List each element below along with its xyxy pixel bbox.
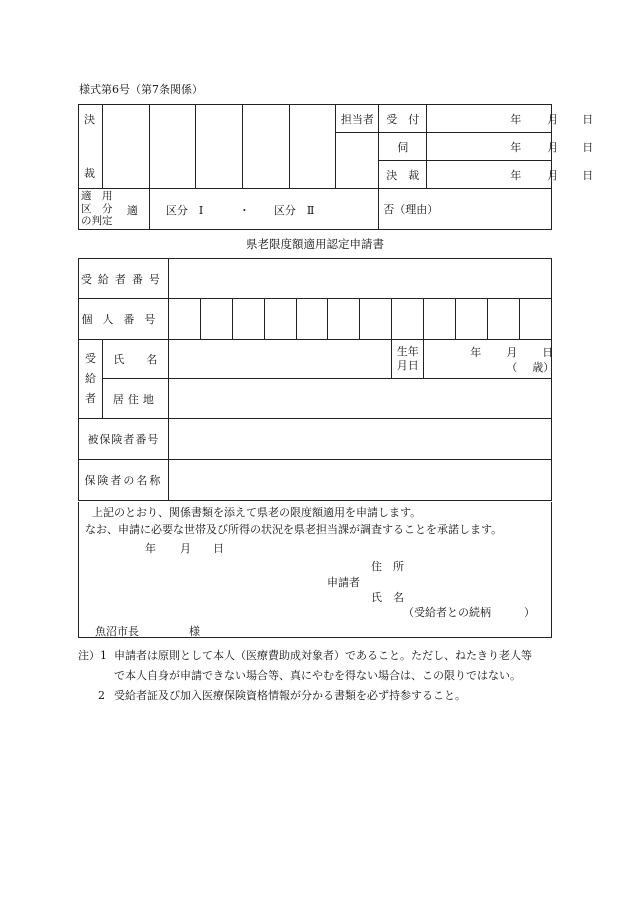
addressee-honorific: 様 [189, 625, 200, 638]
note-item-2 [78, 686, 558, 706]
judgement-label-line: の判定 [81, 215, 113, 228]
digit-box[interactable] [168, 299, 200, 340]
name-label: 氏 名 [102, 340, 168, 379]
stamp-cell-2[interactable] [149, 105, 195, 189]
stamp-cell-5[interactable] [289, 105, 336, 189]
address-label: 居住地 [102, 379, 168, 419]
birth-label-line: 生年 [396, 345, 419, 358]
birth-label-line: 月日 [396, 359, 419, 372]
insured-number-label: 被保険者番号 [79, 419, 169, 460]
year-label: 年 [510, 140, 522, 154]
kessai-bottom: 裁 [84, 167, 95, 180]
individual-number-label: 個人番号 [79, 299, 169, 340]
birth-label [392, 340, 424, 379]
recipient-char: 給 [84, 372, 96, 385]
option-separator: ・ [238, 204, 250, 217]
kessai-date[interactable] [427, 161, 594, 189]
page-title: 県老限度額適用認定申請書 [246, 237, 384, 251]
rejection-option[interactable] [379, 189, 552, 230]
form-number: 様式第6号（第7条関係） [79, 83, 203, 96]
month-label: 月 [547, 112, 559, 126]
name-field-label: 氏 名 [371, 591, 404, 604]
birth-day-label: 日 [542, 346, 554, 359]
note-text-line: 受給者証及び加入医療保険資格情報が分かる書類を必ず持参すること。 [114, 689, 466, 702]
year-label: 年 [510, 168, 522, 182]
declaration-box [78, 502, 552, 638]
hi-label: 否（理由） [383, 203, 439, 216]
judgement-label-line: 適 用 [81, 190, 113, 203]
name-input[interactable] [168, 340, 391, 379]
uketsuke-date[interactable] [427, 105, 594, 133]
insurer-name-label: 保険者の名称 [79, 460, 169, 501]
relationship-label: （受給者との続柄 ） [403, 606, 535, 619]
birth-month-label: 月 [506, 346, 518, 359]
day-label: 日 [582, 140, 594, 154]
day-label: 日 [582, 112, 594, 126]
age-label: 歳） [532, 361, 555, 374]
note-number: 注）1 [78, 649, 107, 662]
kubun-2-option[interactable]: 区分 Ⅱ [273, 204, 315, 217]
digit-box[interactable] [424, 299, 456, 340]
notes [78, 646, 558, 706]
insured-number-input[interactable] [168, 419, 551, 460]
ukagai-date[interactable] [427, 133, 594, 161]
address-input[interactable] [168, 379, 551, 419]
tantousha-label: 担当者 [336, 105, 379, 133]
month-label: 月 [547, 140, 559, 154]
tantousha-stamp[interactable] [336, 133, 379, 189]
digit-box[interactable] [456, 299, 488, 340]
date-year-label: 年 [145, 542, 156, 555]
recipient-char: 受 [84, 352, 96, 365]
month-label: 月 [547, 168, 559, 182]
recipient-number-label: 受給者番号 [79, 259, 169, 299]
year-label: 年 [510, 112, 522, 126]
date-month-label: 月 [180, 542, 191, 555]
approval-table [78, 104, 594, 230]
declaration-line-1: 上記のとおり、関係書類を添えて県老の限度額適用を申請します。 [92, 506, 422, 519]
tekiyou-option[interactable]: 適 [126, 204, 138, 217]
digit-box[interactable] [520, 299, 552, 340]
uketsuke-label: 受 付 [379, 105, 427, 133]
digit-box[interactable] [200, 299, 232, 340]
judgement-options [126, 189, 378, 230]
digit-box[interactable] [360, 299, 392, 340]
note-text-line: で本人自身が申請できない場合等、真にやむを得ない場合は、この限りではない。 [114, 669, 521, 682]
kessai-top: 決 [84, 113, 95, 126]
day-label: 日 [582, 168, 594, 182]
declaration-line-2: なお、申請に必要な世帯及び所得の状況を県老担当課が調査することを承諾します。 [85, 523, 503, 536]
digit-box[interactable] [328, 299, 360, 340]
stamp-cell-1[interactable] [102, 105, 149, 189]
applicant-label: 申請者 [327, 576, 360, 589]
date-day-label: 日 [213, 542, 224, 555]
kessai-cell [79, 105, 103, 189]
judgement-label-line: 区 分 [81, 202, 113, 215]
digit-box[interactable] [232, 299, 264, 340]
digit-box[interactable] [392, 299, 424, 340]
stamp-cell-3[interactable] [195, 105, 242, 189]
digit-box[interactable] [296, 299, 328, 340]
age-open-paren: （ [506, 361, 518, 374]
kubun-1-option[interactable]: 区分 Ⅰ [165, 204, 204, 217]
note-item-1 [78, 646, 558, 686]
birthdate-input[interactable] [424, 340, 555, 379]
digit-box[interactable] [488, 299, 520, 340]
recipient-number-input[interactable] [168, 259, 551, 299]
note-number: 2 [98, 689, 105, 702]
address-field-label: 住 所 [371, 560, 404, 573]
note-text-line: 申請者は原則として本人（医療費助成対象者）であること。ただし、ねたきり老人等 [114, 649, 532, 662]
kessai-date-label: 決 裁 [379, 161, 427, 189]
insurer-name-input[interactable] [168, 460, 551, 501]
ukagai-label: 伺 [379, 133, 427, 161]
judgement-label [79, 189, 150, 230]
birth-year-label: 年 [470, 346, 482, 359]
addressee: 魚沼市長 [95, 625, 139, 638]
stamp-cell-4[interactable] [242, 105, 289, 189]
recipient-char: 者 [84, 392, 96, 405]
application-table [78, 258, 555, 501]
digit-box[interactable] [264, 299, 296, 340]
recipient-label [79, 340, 103, 419]
